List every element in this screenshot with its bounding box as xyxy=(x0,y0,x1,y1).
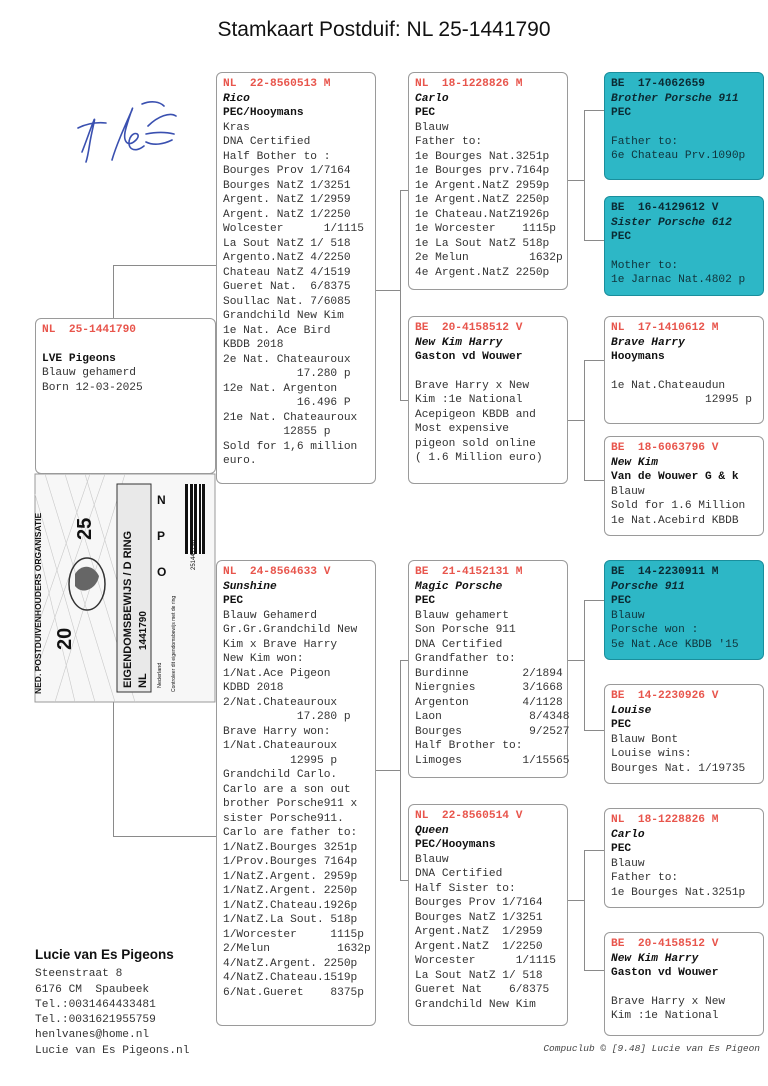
ring-f2: P xyxy=(157,529,166,543)
ring-year-right: 25 xyxy=(74,517,96,540)
sire-name: Rico xyxy=(223,92,250,105)
connector xyxy=(584,110,585,240)
ring-f1: N xyxy=(157,493,166,507)
subject-ring: NL 25-1441790 xyxy=(42,324,136,336)
connector xyxy=(584,360,604,361)
connector xyxy=(568,900,585,901)
connector xyxy=(400,190,401,400)
ring-title: EIGENDOMSBEWIJS / D RING xyxy=(122,530,134,688)
connector xyxy=(113,265,217,266)
dam-name: Sunshine xyxy=(223,580,277,593)
breeder-address: Steenstraat 8 xyxy=(35,968,123,981)
ring-barcode-number: 251441790 xyxy=(191,539,197,570)
connector xyxy=(113,836,217,837)
connector xyxy=(568,180,585,181)
connector xyxy=(584,600,585,730)
connector xyxy=(584,240,604,241)
ddd-card: BE 20-4158512 V New Kim Harry Gaston vd Wouwer Brave Harry x New Kim :1e National xyxy=(604,932,764,1036)
ring-note: Controleer dit eigendomsbewijs met de ring xyxy=(171,595,177,692)
page-title: Stamkaart Postduif: NL 25-1441790 xyxy=(217,18,551,41)
ring-nederland: Nederland xyxy=(157,662,163,688)
sds-card: NL 17-1410612 M Brave Harry Hooymans 1e Nat.Chateaudun 12995 p xyxy=(604,316,764,424)
dam-sire-card: BE 21-4152131 M Magic Porsche PEC Blauw gehamert Son Porsche 911 DNA Certified Grandfather to: Burdinne 2/1894 Niergnies 3/1668 Argenton 4/1128 Laon 8/4348 Bourges 9/2527 Half Brother to: Limoges 1/15565 xyxy=(408,560,568,778)
sire-details: Kras DNA Certified Half Bother to : Bourges Prov 1/7164 Bourges NatZ 1/3251 Argent. NatZ 1/2959 Argent. NatZ 1/2250 Wolcester 1/1115 La Sout NatZ 1/ 518 Argento.NatZ 4/2250 Chateau NatZ 4/1519 Gueret Nat. 6/8375 Soullac Nat. 7/6085 Grandchild New Kim 1e Nat. Ace Bird KBDB 2018 2e Nat. Chateauroux 17.280 p 12e Nat. Argenton 16.496 P 21e Nat. Chateauroux 12855 p Sold for 1,6 million euro. xyxy=(223,121,364,467)
connector xyxy=(584,600,604,601)
sire-card xyxy=(216,72,376,484)
dam-details: Blauw Gehamerd Gr.Gr.Grandchild New Kim x Brave Harry New Kim won: 1/Nat.Ace Pigeon KDBD 2018 2/Nat.Chateauroux 17.280 p Brave Harry won: 1/Nat.Chateauroux 12995 p Grandchild Carlo. Carlo are a son out brother Porsche911 x sister Porsche911. Carlo are father to: 1/NatZ.Bourges 3251p 1/Prov.Bourges 7164p 1/NatZ.Argent. 2959p 1/NatZ.Argent. 2250p 1/NatZ.Chateau.1926p 1/NatZ.La Sout. 518p 1/Worcester 1115p 2/Melun 1632p 4/NatZ.Argent. 2250p 4/NatZ.Chateau.1519p 6/Nat.Gueret 8375p xyxy=(223,609,371,999)
sss-card: BE 17-4062659 Brother Porsche 911 PEC Father to: 6e Chateau Prv.1090p xyxy=(604,72,764,180)
footer-note: Compuclub © [9.48] Lucie van Es Pigeon xyxy=(543,1043,760,1054)
sire-owner: PEC/Hooymans xyxy=(223,107,304,119)
connector xyxy=(584,360,585,480)
subject-card xyxy=(35,318,216,474)
ring-country: NL xyxy=(137,673,149,688)
connector xyxy=(584,970,604,971)
connector xyxy=(584,850,585,970)
sire-ring: NL 22-8560513 M xyxy=(223,78,331,90)
connector xyxy=(584,850,604,851)
ring-number: 1441790 xyxy=(138,611,149,650)
connector xyxy=(568,660,585,661)
connector xyxy=(113,265,114,322)
breeder-postcode: 6176 CM Spaubeek xyxy=(35,983,150,996)
subject-owner: LVE Pigeons xyxy=(42,352,116,365)
connector xyxy=(376,290,401,291)
dsd-card: BE 14-2230926 V Louise PEC Blauw Bont Louise wins: Bourges Nat. 1/19735 xyxy=(604,684,764,784)
dam-card xyxy=(216,560,376,1026)
connector xyxy=(400,660,401,880)
dam-dam-card: NL 22-8560514 V Queen PEC/Hooymans Blauw DNA Certified Half Sister to: Bourges Prov 1/7164 Bourges NatZ 1/3251 Argent.NatZ 1/2959 Argent.NatZ 1/2250 Worcester 1/1115 La Sout NatZ 1/ 518 Gueret Nat 6/8375 Grandchild New Kim xyxy=(408,804,568,1026)
breeder-info xyxy=(35,947,189,1059)
svg-text:Lucie vE: Lucie vE xyxy=(72,90,77,91)
connector xyxy=(584,730,604,731)
dds-card: NL 18-1228826 M Carlo PEC Blauw Father to: 1e Bourges Nat.3251p xyxy=(604,808,764,908)
ring-year-left: 20 xyxy=(54,627,76,650)
connector xyxy=(400,660,408,661)
breeder-mobile: Tel.:0031621955759 xyxy=(35,1014,156,1027)
dam-owner: PEC xyxy=(223,595,244,607)
subject-line xyxy=(42,338,209,352)
connector xyxy=(584,110,604,111)
sire-sire-card: NL 18-1228826 M Carlo PEC Blauw Father to: 1e Bourges Nat.3251p 1e Bourges prv.7164p 1e Argent.NatZ 2959p 1e Argent.NatZ 2250p 1e Chateau.NatZ1926p 1e Worcester 1115p 1e La Sout NatZ 518p 2e Melun 1632p 4e Argent.NatZ 2250p xyxy=(408,72,568,290)
sdd-card: BE 18-6063796 V New Kim Van de Wouwer G & k Blauw Sold for 1.6 Million 1e Nat.Acebird KBDB xyxy=(604,436,764,536)
connector xyxy=(400,190,408,191)
ring-org: NED. POSTDUIVENHOUDERS ORGANISATIE xyxy=(33,512,43,694)
dss-card: BE 14-2230911 M Porsche 911 PEC Blauw Porsche won : 5e Nat.Ace KBDB '15 xyxy=(604,560,764,660)
connector xyxy=(400,400,408,401)
ssd-card: BE 16-4129612 V Sister Porsche 612 PEC Mother to: 1e Jarnac Nat.4802 p xyxy=(604,196,764,296)
ring-f3: O xyxy=(157,565,167,579)
breeder-phone: Tel.:0031464433481 xyxy=(35,998,156,1011)
ring-certificate xyxy=(35,474,215,702)
dam-ring: NL 24-8564633 V xyxy=(223,566,331,578)
sire-dam-card: BE 20-4158512 V New Kim Harry Gaston vd Wouwer Brave Harry x New Kim :1e National Acepigeon KBDB and Most expensive pigeon sold online ( 1.6 Million euro) xyxy=(408,316,568,484)
connector xyxy=(568,420,585,421)
connector xyxy=(584,480,604,481)
subject-born: Born 12-03-2025 xyxy=(42,381,143,394)
connector xyxy=(376,770,401,771)
connector xyxy=(400,880,408,881)
signature xyxy=(72,90,182,170)
breeder-name: Lucie van Es Pigeons xyxy=(35,947,174,962)
breeder-website: Lucie van Es Pigeons.nl xyxy=(35,1044,190,1057)
subject-color: Blauw gehamerd xyxy=(42,367,136,379)
connector xyxy=(113,702,114,837)
breeder-email: henlvanes@home.nl xyxy=(35,1029,150,1042)
